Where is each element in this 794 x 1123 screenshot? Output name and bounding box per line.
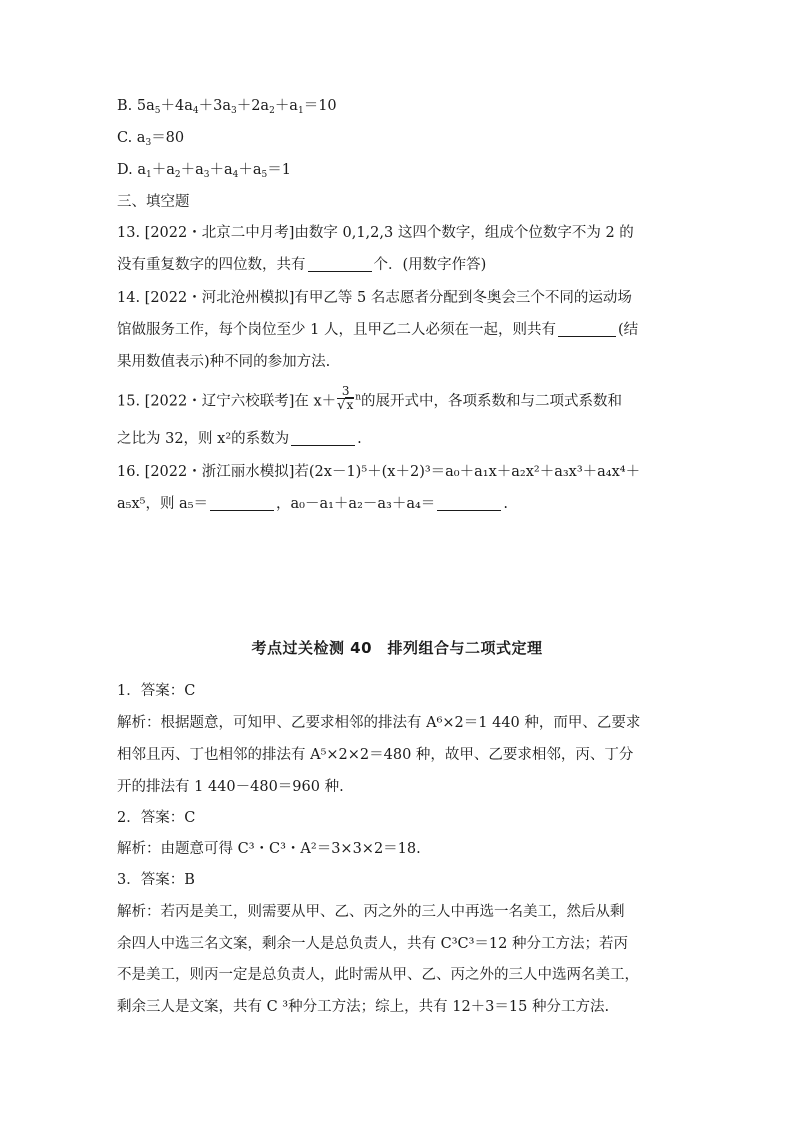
answer-3-line-3: 不是美工，则丙一定是总负责人，此时需从甲、乙、丙之外的三人中选两名美工， (117, 967, 639, 983)
question-14-line-3: 果用数值表示)种不同的参加方法. (117, 354, 331, 370)
question-16-line-1: 16. [2022・浙江丽水模拟]若(2x－1)⁵＋(x＋2)³＝a₀＋a₁x＋a₂x²＋a₃x³＋a₄x⁴＋ (117, 464, 641, 480)
question-14-line-2: 馆做服务工作，每个岗位至少 1 人，且甲乙二人必须在一起，则共有 (结 (117, 322, 639, 338)
answer-3-label: 3．答案：B (117, 872, 195, 888)
question-13-line-1: 13. [2022・北京二中月考]由数字 0,1,2,3 这四个数字，组成个位数字不为 2 的 (117, 225, 634, 241)
question-13-line-2: 没有重复数字的四位数，共有 个．(用数字作答) (117, 257, 487, 273)
answers-heading: 考点过关检测 40 排列组合与二项式定理 (251, 639, 543, 657)
answer-3-line-1: 解析：若丙是美工，则需要从甲、乙、丙之外的三人中再选一名美工，然后从剩 (117, 904, 625, 920)
answer-1-line-2: 相邻且丙、丁也相邻的排法有 A⁵×2×2＝480 种，故甲、乙要求相邻，丙、丁分 (117, 747, 634, 763)
answer-1-line-1: 解析：根据题意，可知甲、乙要求相邻的排法有 A⁶×2＝1 440 种，而甲、乙要求 (117, 715, 641, 731)
answer-blank (291, 431, 355, 446)
answer-3-line-2: 余四人中选三名文案，剩余一人是总负责人，共有 C³C³＝12 种分工方法；若丙 (117, 936, 628, 952)
answer-blank (437, 496, 501, 511)
answer-1-line-3: 开的排法有 1 440－480＝960 种. (117, 779, 344, 795)
section-title: 三、填空题 (117, 194, 190, 210)
question-15-line-1: 15. [2022・辽宁六校联考]在 x＋ $\frac{3}{√x}$ $^n$的展开式中，各项系数和与二项式系数和 (117, 384, 623, 413)
option-c: C. $a_3=80$ (117, 130, 185, 148)
question-14-line-1: 14. [2022・河北沧州模拟]有甲乙等 5 名志愿者分配到冬奥会三个不同的运动场 (117, 290, 632, 306)
option-d: D. $a_1+a_2+a_3+a_4+a_5=1$ (117, 162, 292, 180)
answer-1-label: 1．答案：C (117, 683, 196, 699)
answer-2-line-1: 解析：由题意可得 C³・C³・A²＝3×3×2＝18. (117, 841, 421, 857)
fraction: $\frac{3}{√x}$ (337, 384, 354, 413)
answer-blank (558, 322, 616, 337)
question-15-line-2: 之比为 32，则 x²的系数为 . (117, 431, 362, 447)
answer-blank (308, 257, 372, 272)
answer-2-label: 2．答案：C (117, 810, 196, 826)
sqrt-symbol: √ (337, 398, 346, 413)
option-b: B. $5a_5+4a_4+3a_3+2a_2+a_1=10$ (117, 98, 337, 116)
question-16-line-2: a₅x⁵，则 a₅＝ ，a₀－a₁＋a₂－a₃＋a₄＝ . (117, 496, 508, 512)
answer-blank (210, 496, 274, 511)
answer-3-line-4: 剩余三人是文案，共有 C ³种分工方法；综上，共有 12＋3＝15 种分工方法. (117, 999, 610, 1015)
